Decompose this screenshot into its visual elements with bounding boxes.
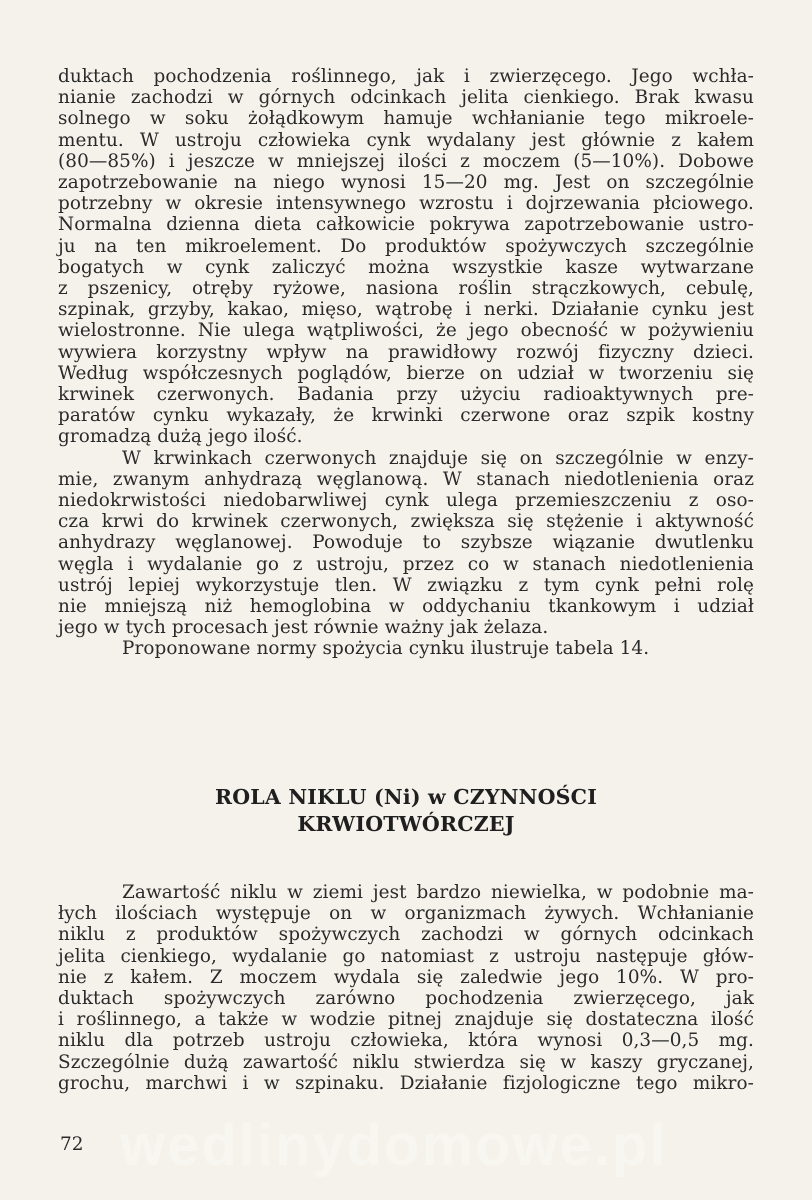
section-heading-line: ROLA NIKLU (Ni) w CZYNNOŚCI xyxy=(214,785,597,809)
text-line: wywiera korzystny wpływ na prawidłowy rozwój fizyczny dzieci. xyxy=(58,341,754,363)
text-line: duktach pochodzenia roślinnego, jak i zwierzęcego. Jego wchła- xyxy=(58,66,754,87)
text-line: solnego w soku żołądkowym hamuje wchłanianie tego mikroele- xyxy=(58,108,754,130)
watermark: wedlinydomowe.pl xyxy=(120,1113,668,1178)
text-line: ju na ten mikroelement. Do produktów spożywczych szczególnie xyxy=(58,235,754,257)
text-line: krwinek czerwonych. Badania przy użyciu radioaktywnych pre- xyxy=(58,384,754,406)
text-line: jego w tych procesach jest równie ważny jak żelaza. xyxy=(58,617,549,639)
section-body xyxy=(58,882,754,1094)
section-heading xyxy=(58,784,754,838)
text-line: i roślinnego, a także w wodzie pitnej znajduje się dostateczna ilość xyxy=(58,1009,754,1031)
text-line: anhydrazy węglanowej. Powoduje to szybsze wiązanie dwutlenku xyxy=(58,532,754,554)
text-line: gromadzą dużą jego ilość. xyxy=(58,426,303,448)
paragraph-zinc-enzyme xyxy=(58,448,754,639)
text-line: niklu dla potrzeb ustroju człowieka, która wynosi 0,3—0,5 mg. xyxy=(58,1030,754,1052)
paragraph-table-reference xyxy=(58,638,754,659)
text-line: jelita cienkiego, wydalanie go natomiast z ustroju następuje głów- xyxy=(58,945,754,967)
text-line: wielostronne. Nie ulega wątpliwości, że jego obecność w pożywieniu xyxy=(58,320,754,342)
paragraph-nickel xyxy=(58,882,754,1094)
text-line: duktach spożywczych zarówno pochodzenia zwierzęcego, jak xyxy=(58,988,754,1010)
text-line: niedokrwistości niedobarwliwej cynk ulega przemieszczeniu z oso- xyxy=(58,490,754,512)
text-line: cza krwi do krwinek czerwonych, zwiększa się stężenie i aktywność xyxy=(58,511,754,533)
text-line: mie, zwanym anhydrazą węglanową. W stanach niedotlenienia oraz xyxy=(58,468,754,490)
text-line: bogatych w cynk zaliczyć można wszystkie kasze wytwarzane xyxy=(58,256,754,278)
section-heading-line: KRWIOTWÓRCZEJ xyxy=(297,812,515,836)
text-line: nie z kałem. Z moczem wydala się zaledwie jego 10%. W pro- xyxy=(58,966,754,988)
text-line: szpinak, grzyby, kakao, mięso, wątrobę i nerki. Działanie cynku jest xyxy=(58,299,754,321)
text-line: węgla i wydalanie go z ustroju, przez co w stanach niedotlenienia xyxy=(58,553,754,575)
text-line: mentu. W ustroju człowieka cynk wydalany jest głównie z kałem xyxy=(58,129,754,151)
text-line: Normalna dzienna dieta całkowicie pokrywa zapotrzebowanie ustro- xyxy=(58,214,754,236)
text-line: Szczególnie dużą zawartość niklu stwierdza się w kaszy gryczanej, xyxy=(58,1051,754,1073)
text-line: paratów cynku wykazały, że krwinki czerwone oraz szpik kostny xyxy=(58,405,754,427)
text-line: zapotrzebowanie na niego wynosi 15—20 mg. Jest on szczególnie xyxy=(58,172,754,194)
text-line: (80—85%) i jeszcze w mniejszej ilości z moczem (5—10%). Dobowe xyxy=(58,150,754,172)
text-line: Zawartość niklu w ziemi jest bardzo niewielka, w podobnie ma- xyxy=(122,882,754,903)
text-line: grochu, marchwi i w szpinaku. Działanie fizjologiczne tego mikro- xyxy=(58,1072,754,1094)
text-line: Proponowane normy spożycia cynku ilustruje tabela 14. xyxy=(122,638,650,660)
text-line: Według współczesnych poglądów, bierze on udział w tworzeniu się xyxy=(58,362,754,384)
text-line: łych ilościach występuje on w organizmach żywych. Wchłanianie xyxy=(58,903,754,925)
paragraph-zinc-absorption xyxy=(58,66,754,448)
text-line: ustrój lepiej wykorzystuje tlen. W związku z tym cynk pełni rolę xyxy=(58,574,754,596)
text-line: potrzebny w okresie intensywnego wzrostu i dojrzewania płciowego. xyxy=(58,193,754,215)
page-number: 72 xyxy=(60,1134,84,1155)
page-body xyxy=(58,66,754,660)
text-line: nianie zachodzi w górnych odcinkach jelita cienkiego. Brak kwasu xyxy=(58,87,754,109)
text-line: W krwinkach czerwonych znajduje się on szczególnie w enzy- xyxy=(122,447,754,469)
text-line: niklu z produktów spożywczych zachodzi w górnych odcinkach xyxy=(58,924,754,946)
text-line: z pszenicy, otręby ryżowe, nasiona roślin strączkowych, cebulę, xyxy=(58,278,754,300)
text-line: nie mniejszą niż hemoglobina w oddychaniu tkankowym i udział xyxy=(58,596,754,618)
